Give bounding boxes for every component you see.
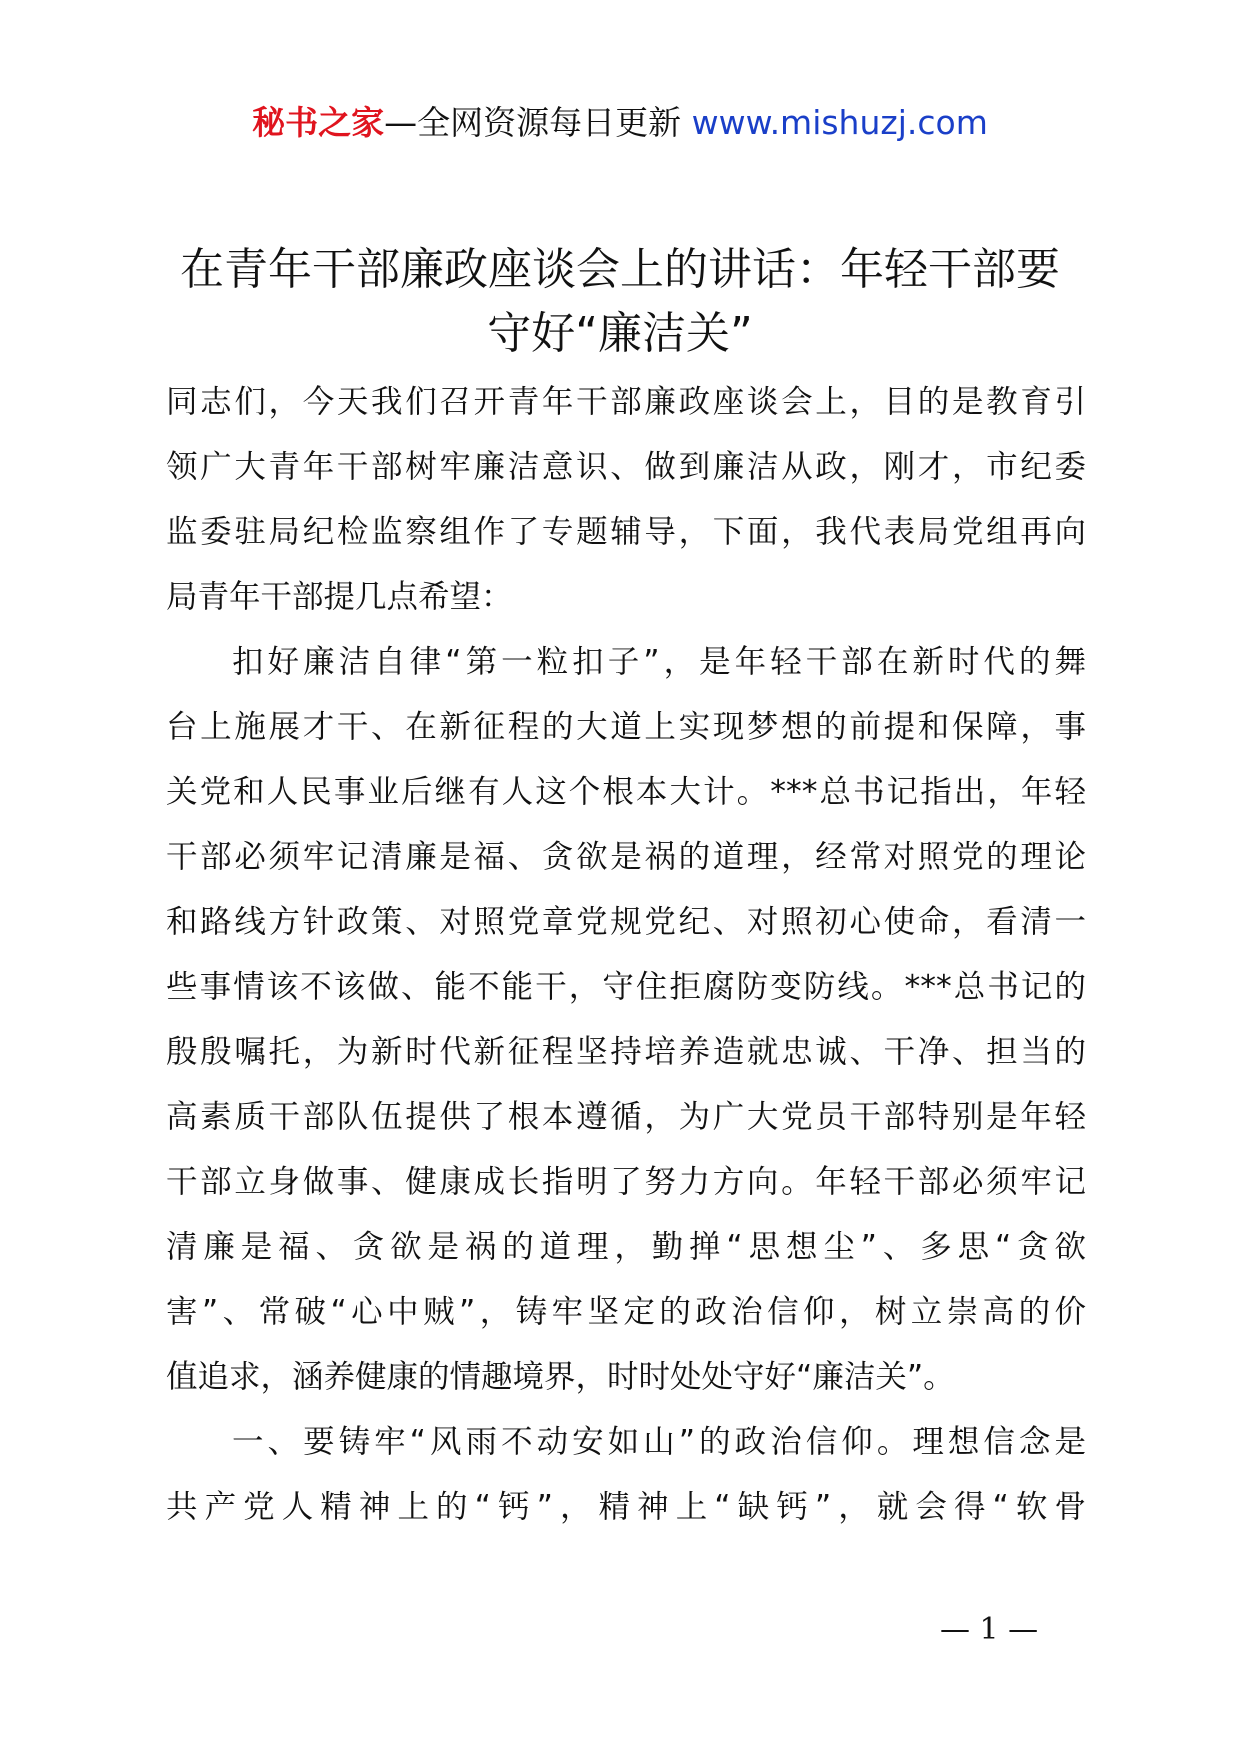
paragraph-line: 高素质干部队伍提供了根本遵循，为广大党员干部特别是年轻 [166, 1099, 1086, 1135]
paragraph-line: 一、要铸牢“风雨不动安如山”的政治信仰。理想信念是 [232, 1424, 1086, 1460]
paragraph-line: 些事情该不该做、能不能干，守住拒腐防变防线。***总书记的 [166, 969, 1086, 1005]
paragraph-line: 害”、常破“心中贼”，铸牢坚定的政治信仰，树立崇高的价 [166, 1294, 1086, 1330]
title-line-2: 守好“廉洁关” [487, 308, 753, 359]
site-brand: 秘书之家 [252, 103, 385, 142]
document-body [166, 370, 1086, 1540]
paragraph-line: 监委驻局纪检监察组作了专题辅导，下面，我代表局党组再向 [166, 514, 1086, 550]
paragraph-line: 干部立身做事、健康成长指明了努力方向。年轻干部必须牢记 [166, 1164, 1086, 1200]
page-number: — 1 — [940, 1612, 1039, 1647]
paragraph-line: 值追求，涵养健康的情趣境界，时时处处守好“廉洁关”。 [166, 1359, 955, 1395]
paragraph-line: 和路线方针政策、对照党章党规党纪、对照初心使命，看清一 [166, 904, 1086, 940]
paragraph-line: 关党和人民事业后继有人这个根本大计。***总书记指出，年轻 [166, 774, 1086, 810]
site-url-link[interactable]: www.mishuzj.com [691, 103, 988, 142]
paragraph-line: 领广大青年干部树牢廉洁意识、做到廉洁从政，刚才，市纪委 [166, 449, 1086, 485]
document-title [150, 238, 1090, 366]
paragraph-line: 干部必须牢记清廉是福、贪欲是祸的道理，经常对照党的理论 [166, 839, 1086, 875]
paragraph-line: 殷殷嘱托，为新时代新征程坚持培养造就忠诚、干净、担当的 [166, 1034, 1086, 1070]
paragraph-line: 扣好廉洁自律“第一粒扣子”，是年轻干部在新时代的舞 [232, 644, 1086, 680]
site-tagline: —全网资源每日更新 [384, 103, 692, 142]
paragraph-line: 台上施展才干、在新征程的大道上实现梦想的前提和保障，事 [166, 709, 1086, 745]
paragraph-line: 局青年干部提几点希望： [166, 579, 513, 615]
title-line-1: 在青年干部廉政座谈会上的讲话：年轻干部要 [180, 244, 1060, 295]
paragraph-line: 清廉是福、贪欲是祸的道理，勤掸“思想尘”、多思“贪欲 [166, 1229, 1086, 1265]
paragraph-line: 共产党人精神上的“钙”，精神上“缺钙”，就会得“软骨 [166, 1489, 1086, 1525]
site-header [0, 98, 1240, 148]
paragraph-line: 同志们，今天我们召开青年干部廉政座谈会上，目的是教育引 [166, 384, 1086, 420]
